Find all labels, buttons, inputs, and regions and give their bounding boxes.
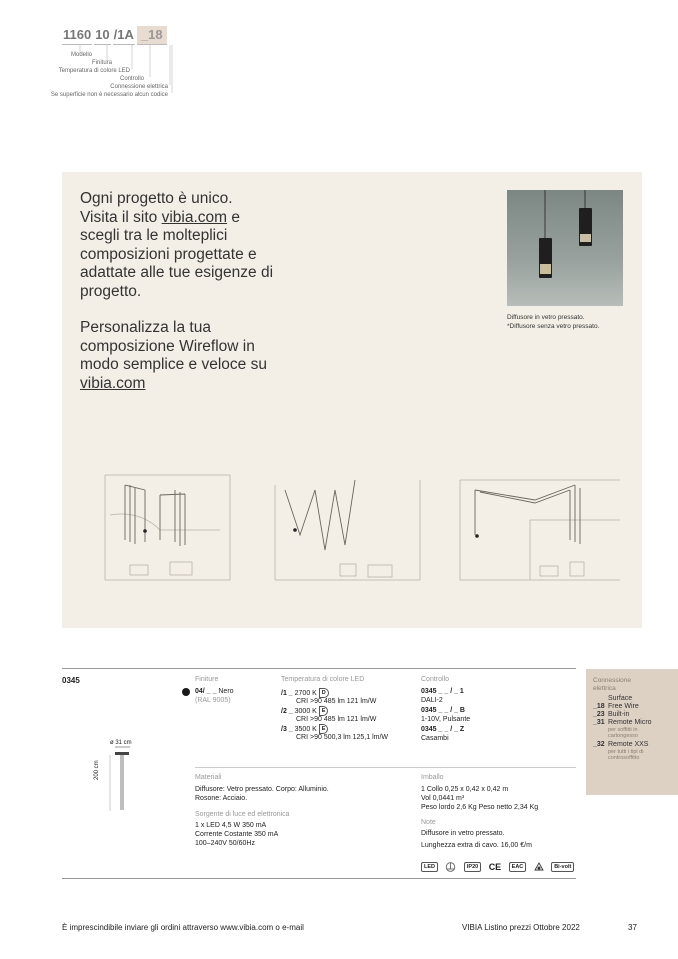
led-badge: LED <box>421 862 438 872</box>
notes-line-1: Diffusore in vetro pressato. <box>421 830 505 837</box>
product-photo <box>507 190 623 306</box>
light-source-label: Sorgente di luce ed elettronica <box>195 811 290 818</box>
legend-finish: Finitura <box>91 60 112 66</box>
page-number: 37 <box>628 923 637 932</box>
notes-label: Note <box>421 819 436 826</box>
table-bottom-rule <box>62 878 576 879</box>
temperature-row <box>281 724 401 742</box>
control-row <box>421 688 541 707</box>
connection-item: _23 Built-in <box>593 711 630 718</box>
composition-sketches <box>100 470 630 590</box>
control-label: Controllo <box>421 676 450 683</box>
finish-row <box>195 688 234 697</box>
materials-label: Materiali <box>195 774 222 781</box>
table-top-rule <box>62 668 576 669</box>
temperature-kelvin: 3000 K <box>294 707 317 715</box>
certification-badges <box>421 858 577 876</box>
packaging-line-3: Peso lordo 2,6 Kg Peso netto 2,34 Kg <box>421 804 539 811</box>
temperature-kelvin: 3500 K <box>294 725 317 733</box>
sketch-composition-2 <box>275 480 420 580</box>
packaging-line-2: Vol 0,0441 m³ <box>421 795 465 802</box>
packaging-label: Imballo <box>421 774 444 781</box>
legend-control: Controllo <box>119 76 144 82</box>
light-source-line-2: Corrente Costante 350 mA <box>195 831 279 838</box>
promo-line-2: Visita il sito <box>80 208 162 226</box>
temperature-label: Temperatura di colore LED <box>281 676 365 683</box>
temperature-row <box>281 706 401 724</box>
ce-mark: CE <box>488 861 502 872</box>
promo-line-3: e scegli tra le molteplici composizioni progettate e adattate alle tue esigenze di progetto. <box>80 208 274 300</box>
code-segment-temperature: /1A <box>113 26 135 45</box>
temperature-code: /2 _ <box>281 707 293 715</box>
recycle-icon <box>534 862 544 872</box>
footer-order-note: È imprescindibile inviare gli ordini attraverso www.vibia.com o e-mail <box>62 923 304 932</box>
promo-paragraph-1 <box>80 190 280 301</box>
dimension-height: 200 cm <box>94 760 100 780</box>
eac-badge: EAC <box>509 862 527 872</box>
control-code: 0345 _ _ / _ B <box>421 707 465 714</box>
control-code: 0345 _ _ / _ Z <box>421 726 465 733</box>
energy-badge: D <box>319 688 329 698</box>
footer-catalog-title: VIBIA Listino prezzi Ottobre 2022 <box>462 923 580 932</box>
photo-caption-1: Diffusore in vetro pressato. <box>507 314 585 321</box>
materials-line-1: Diffusore: Vetro pressato. Corpo: Alluminio. <box>195 786 329 793</box>
connection-item: _31 Remote Micro <box>593 719 652 726</box>
code-segment-connection: _18 <box>137 26 167 45</box>
connection-item-note: per soffitti in cartongesso <box>608 727 638 739</box>
legend-note: Se superficie non è necessario alcun codice <box>50 92 168 98</box>
finish-swatch <box>182 688 190 696</box>
connection-item: _32 Remote XXS <box>593 741 649 748</box>
photo-caption-2: *Diffusore senza vetro pressato. <box>507 323 600 330</box>
temperature-list <box>281 688 401 742</box>
code-segment-model: 1160 <box>62 26 92 45</box>
legend-model: Modello <box>70 52 92 58</box>
temperature-kelvin: 2700 K <box>294 689 317 697</box>
connection-title-1: Connessione <box>593 677 631 684</box>
control-desc: Casambi <box>421 734 449 742</box>
sketch-composition-1 <box>105 475 230 580</box>
energy-badge: E <box>319 724 329 734</box>
temperature-row <box>281 688 401 706</box>
dimmable-icon <box>445 862 456 872</box>
photo-caption <box>507 313 599 331</box>
connection-item: Surface <box>608 695 633 702</box>
legend-temperature: Temperatura di colore LED <box>58 68 130 74</box>
connection-title-2: elettrica <box>593 684 616 692</box>
finish-ral: (RAL 9005) <box>195 697 231 704</box>
vibia-link-2[interactable]: vibia.com <box>80 374 146 392</box>
packaging-line-1: 1 Collo 0,25 x 0,42 x 0,42 m <box>421 786 509 793</box>
ip-rating-badge: IP20 <box>464 862 481 872</box>
temperature-spec: CRI >90 485 lm 121 lm/W <box>296 716 377 724</box>
connection-item-note: per tutti i tipi di controsoffitto <box>608 749 644 761</box>
promo-line-4: Personalizza la tua composizione Wireflow in modo semplice e veloce su <box>80 319 267 373</box>
promo-paragraph-2 <box>80 319 280 393</box>
control-desc: DALI-2 <box>421 696 443 704</box>
control-row <box>421 707 541 726</box>
product-code <box>62 26 167 45</box>
connection-item: _18 Free Wire <box>593 703 639 710</box>
sketch-composition-3 <box>460 480 620 580</box>
finiture-label: Finiture <box>195 676 219 683</box>
control-list <box>421 688 541 745</box>
notes-line-2: Lunghezza extra di cavo. 16,00 €/m <box>421 842 532 849</box>
control-code: 0345 _ _ / _ 1 <box>421 688 464 695</box>
light-source-line-1: 1 x LED 4,5 W 350 mA <box>195 822 267 829</box>
temperature-code: /1 _ <box>281 689 293 697</box>
promo-line-1: Ogni progetto è unico. <box>80 190 233 207</box>
pendant-illustration <box>507 190 623 306</box>
finish-code: 04/ _ _ <box>195 688 217 695</box>
product-code-label: 0345 <box>62 676 80 685</box>
dimension-width: ø 31 cm <box>110 740 132 746</box>
legend-connection: Connessione elettrica <box>110 84 168 90</box>
vibia-link-1[interactable]: vibia.com <box>161 208 228 226</box>
temperature-code: /3 _ <box>281 725 293 733</box>
table-middle-rule <box>195 767 576 768</box>
promo-text <box>80 190 280 411</box>
bivolt-badge: Bi-volt <box>551 862 574 872</box>
code-segment-finish: 10 <box>94 26 110 45</box>
temperature-spec: CRI >90 485 lm 121 lm/W <box>296 698 377 706</box>
finish-name: Nero <box>218 688 234 695</box>
product-drawing <box>100 745 140 815</box>
control-desc: 1-10V, Pulsante <box>421 715 471 723</box>
temperature-spec: CRI >90 500,3 lm 125,1 lm/W <box>296 734 389 742</box>
control-row <box>421 726 541 745</box>
materials-line-2: Rosone: Acciaio. <box>195 795 248 802</box>
light-source-line-3: 100–240V 50/60Hz <box>195 840 255 847</box>
connection-list <box>593 677 673 761</box>
energy-badge: E <box>319 706 329 716</box>
